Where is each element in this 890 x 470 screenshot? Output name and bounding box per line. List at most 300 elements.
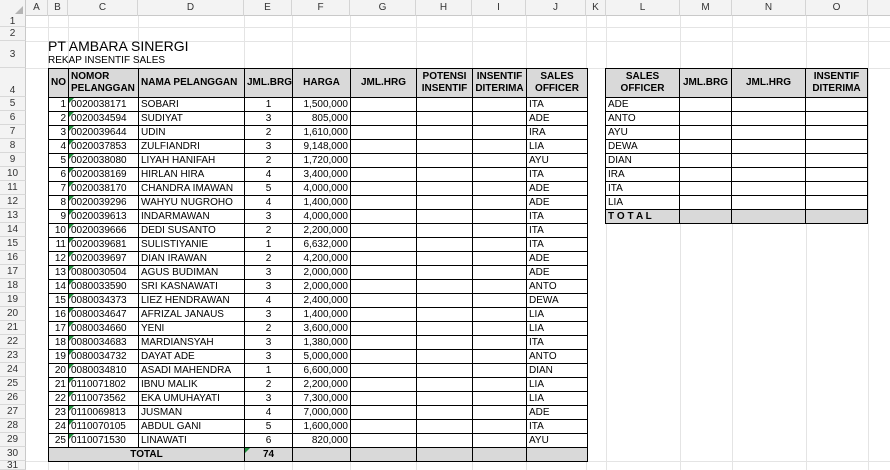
cell-potensi-insentif[interactable] xyxy=(417,406,473,420)
cell-harga[interactable]: 2,200,000 xyxy=(293,378,351,392)
cell-jml-hrg[interactable] xyxy=(351,406,417,420)
row-header[interactable]: 5 xyxy=(0,97,26,111)
cell-no[interactable]: 21 xyxy=(49,378,69,392)
cell-nomor-pelanggan[interactable]: 0020038169 xyxy=(69,168,139,182)
summary-jml-brg[interactable] xyxy=(680,140,732,154)
cell-potensi-insentif[interactable] xyxy=(417,294,473,308)
cell-no[interactable]: 16 xyxy=(49,308,69,322)
summary-officer[interactable]: ADE xyxy=(606,98,680,112)
cell-sales-officer[interactable]: ADE xyxy=(527,252,588,266)
cell-no[interactable]: 3 xyxy=(49,126,69,140)
cell-nama-pelanggan[interactable]: DEDI SUSANTO xyxy=(139,224,245,238)
cell-potensi-insentif[interactable] xyxy=(417,322,473,336)
row-header[interactable]: 27 xyxy=(0,405,26,419)
column-header-l[interactable]: L xyxy=(606,0,680,16)
cell-jml-brg[interactable]: 2 xyxy=(245,252,293,266)
cell-harga[interactable]: 3,600,000 xyxy=(293,322,351,336)
summary-header-jml-brg[interactable]: JML.BRG xyxy=(680,69,732,98)
cell-harga[interactable]: 805,000 xyxy=(293,112,351,126)
cell-nama-pelanggan[interactable]: SOBARI xyxy=(139,98,245,112)
cell-insentif-diterima[interactable] xyxy=(473,126,527,140)
column-header-f[interactable]: F xyxy=(292,0,350,16)
cell-jml-brg[interactable]: 3 xyxy=(245,336,293,350)
cell-nomor-pelanggan[interactable]: 0110071530 xyxy=(69,434,139,448)
total-jml-brg[interactable]: 74 xyxy=(245,448,293,462)
cell-nomor-pelanggan[interactable]: 0020038170 xyxy=(69,182,139,196)
summary-officer[interactable]: LIA xyxy=(606,196,680,210)
cell-potensi-insentif[interactable] xyxy=(417,378,473,392)
cell-potensi-insentif[interactable] xyxy=(417,182,473,196)
cell-nomor-pelanggan[interactable]: 0020039644 xyxy=(69,126,139,140)
cell-insentif-diterima[interactable] xyxy=(473,364,527,378)
cell-harga[interactable]: 3,400,000 xyxy=(293,168,351,182)
cell-potensi-insentif[interactable] xyxy=(417,364,473,378)
row-header[interactable]: 16 xyxy=(0,251,26,265)
column-header-i[interactable]: I xyxy=(472,0,526,16)
header-jml-brg[interactable]: JML.BRG xyxy=(245,69,293,98)
column-header-c[interactable]: C xyxy=(68,0,138,16)
cell-insentif-diterima[interactable] xyxy=(473,322,527,336)
header-potensi-insentif[interactable]: POTENSI INSENTIF xyxy=(417,69,473,98)
total-cell[interactable] xyxy=(351,448,417,462)
cell-insentif-diterima[interactable] xyxy=(473,238,527,252)
cell-harga[interactable]: 9,148,000 xyxy=(293,140,351,154)
cell-insentif-diterima[interactable] xyxy=(473,98,527,112)
column-header-j[interactable]: J xyxy=(526,0,586,16)
cell-insentif-diterima[interactable] xyxy=(473,294,527,308)
cell-harga[interactable]: 2,000,000 xyxy=(293,266,351,280)
cell-nomor-pelanggan[interactable]: 0080034683 xyxy=(69,336,139,350)
cell-insentif-diterima[interactable] xyxy=(473,392,527,406)
cell-jml-brg[interactable]: 2 xyxy=(245,154,293,168)
cell-jml-brg[interactable]: 2 xyxy=(245,322,293,336)
cell-nama-pelanggan[interactable]: LIEZ HENDRAWAN xyxy=(139,294,245,308)
cell-sales-officer[interactable]: ITA xyxy=(527,168,588,182)
summary-insentif[interactable] xyxy=(806,196,868,210)
select-all-button[interactable] xyxy=(0,0,26,16)
cell-jml-brg[interactable]: 2 xyxy=(245,224,293,238)
cell-nomor-pelanggan[interactable]: 0020039666 xyxy=(69,224,139,238)
cell-nama-pelanggan[interactable]: ABDUL GANI xyxy=(139,420,245,434)
cell-nama-pelanggan[interactable]: SUDIYAT xyxy=(139,112,245,126)
cell-harga[interactable]: 1,400,000 xyxy=(293,308,351,322)
cell-jml-hrg[interactable] xyxy=(351,126,417,140)
cell-potensi-insentif[interactable] xyxy=(417,308,473,322)
cell-no[interactable]: 2 xyxy=(49,112,69,126)
cell-nomor-pelanggan[interactable]: 0020039296 xyxy=(69,196,139,210)
cell-sales-officer[interactable]: IRA xyxy=(527,126,588,140)
header-nomor-pelanggan[interactable]: NOMOR PELANGGAN xyxy=(69,69,139,98)
summary-jml-hrg[interactable] xyxy=(732,140,806,154)
cell-nama-pelanggan[interactable]: JUSMAN xyxy=(139,406,245,420)
total-cell[interactable] xyxy=(417,448,473,462)
cell-nomor-pelanggan[interactable]: 0110073562 xyxy=(69,392,139,406)
cell-insentif-diterima[interactable] xyxy=(473,154,527,168)
cell-harga[interactable]: 6,632,000 xyxy=(293,238,351,252)
summary-jml-brg[interactable] xyxy=(680,98,732,112)
cell-harga[interactable]: 4,000,000 xyxy=(293,182,351,196)
cell-sales-officer[interactable]: ITA xyxy=(527,224,588,238)
cell-potensi-insentif[interactable] xyxy=(417,420,473,434)
cell-nomor-pelanggan[interactable]: 0080034732 xyxy=(69,350,139,364)
cell-insentif-diterima[interactable] xyxy=(473,280,527,294)
cell-potensi-insentif[interactable] xyxy=(417,140,473,154)
cell-sales-officer[interactable]: ITA xyxy=(527,238,588,252)
cell-nama-pelanggan[interactable]: ASADI MAHENDRA xyxy=(139,364,245,378)
cell-potensi-insentif[interactable] xyxy=(417,238,473,252)
cell-insentif-diterima[interactable] xyxy=(473,420,527,434)
cell-nomor-pelanggan[interactable]: 0080033590 xyxy=(69,280,139,294)
cell-potensi-insentif[interactable] xyxy=(417,154,473,168)
summary-officer[interactable]: DEWA xyxy=(606,140,680,154)
summary-total-cell[interactable] xyxy=(680,210,732,224)
report-subtitle[interactable]: REKAP INSENTIF SALES xyxy=(48,55,166,66)
cell-nomor-pelanggan[interactable]: 0080030504 xyxy=(69,266,139,280)
summary-jml-hrg[interactable] xyxy=(732,98,806,112)
cell-insentif-diterima[interactable] xyxy=(473,266,527,280)
summary-officer[interactable]: AYU xyxy=(606,126,680,140)
row-header[interactable]: 29 xyxy=(0,433,26,447)
cell-sales-officer[interactable]: ANTO xyxy=(527,280,588,294)
column-header-o[interactable]: O xyxy=(806,0,868,16)
row-header[interactable]: 30 xyxy=(0,447,26,461)
cell-potensi-insentif[interactable] xyxy=(417,112,473,126)
cell-insentif-diterima[interactable] xyxy=(473,182,527,196)
cell-nomor-pelanggan[interactable]: 0080034647 xyxy=(69,308,139,322)
row-header[interactable]: 8 xyxy=(0,139,26,153)
summary-insentif[interactable] xyxy=(806,112,868,126)
header-harga[interactable]: HARGA xyxy=(293,69,351,98)
cell-sales-officer[interactable]: ITA xyxy=(527,336,588,350)
cell-no[interactable]: 22 xyxy=(49,392,69,406)
cell-no[interactable]: 5 xyxy=(49,154,69,168)
cell-harga[interactable]: 1,400,000 xyxy=(293,196,351,210)
cell-insentif-diterima[interactable] xyxy=(473,168,527,182)
cell-nomor-pelanggan[interactable]: 0080034660 xyxy=(69,322,139,336)
cell-potensi-insentif[interactable] xyxy=(417,350,473,364)
row-header[interactable]: 31 xyxy=(0,461,26,470)
cell-nama-pelanggan[interactable]: WAHYU NUGROHO xyxy=(139,196,245,210)
summary-jml-brg[interactable] xyxy=(680,112,732,126)
row-header[interactable]: 10 xyxy=(0,167,26,181)
column-header-b[interactable]: B xyxy=(48,0,68,16)
cell-sales-officer[interactable]: DIAN xyxy=(527,364,588,378)
row-header[interactable]: 22 xyxy=(0,335,26,349)
cell-nomor-pelanggan[interactable]: 0080034810 xyxy=(69,364,139,378)
cell-jml-hrg[interactable] xyxy=(351,140,417,154)
cell-potensi-insentif[interactable] xyxy=(417,98,473,112)
cell-nama-pelanggan[interactable]: INDARMAWAN xyxy=(139,210,245,224)
cell-jml-brg[interactable]: 3 xyxy=(245,140,293,154)
cell-potensi-insentif[interactable] xyxy=(417,434,473,448)
summary-jml-brg[interactable] xyxy=(680,196,732,210)
cell-sales-officer[interactable]: LIA xyxy=(527,322,588,336)
cell-jml-brg[interactable]: 2 xyxy=(245,126,293,140)
row-header[interactable]: 28 xyxy=(0,419,26,433)
cell-harga[interactable]: 2,400,000 xyxy=(293,294,351,308)
cell-harga[interactable]: 5,000,000 xyxy=(293,350,351,364)
cell-nomor-pelanggan[interactable]: 0020038171 xyxy=(69,98,139,112)
cell-jml-hrg[interactable] xyxy=(351,350,417,364)
column-header-d[interactable]: D xyxy=(138,0,244,16)
cell-harga[interactable]: 1,720,000 xyxy=(293,154,351,168)
cell-jml-brg[interactable]: 3 xyxy=(245,308,293,322)
cell-jml-hrg[interactable] xyxy=(351,378,417,392)
summary-jml-brg[interactable] xyxy=(680,126,732,140)
cell-insentif-diterima[interactable] xyxy=(473,196,527,210)
cell-jml-hrg[interactable] xyxy=(351,392,417,406)
cell-sales-officer[interactable]: ADE xyxy=(527,406,588,420)
row-header[interactable]: 24 xyxy=(0,363,26,377)
summary-jml-hrg[interactable] xyxy=(732,196,806,210)
cell-potensi-insentif[interactable] xyxy=(417,168,473,182)
cell-nama-pelanggan[interactable]: IBNU MALIK xyxy=(139,378,245,392)
summary-jml-hrg[interactable] xyxy=(732,168,806,182)
cell-jml-brg[interactable]: 3 xyxy=(245,210,293,224)
column-header-m[interactable]: M xyxy=(680,0,732,16)
header-no[interactable]: NO xyxy=(49,69,69,98)
summary-jml-hrg[interactable] xyxy=(732,154,806,168)
summary-total-label[interactable]: T O T A L xyxy=(606,210,680,224)
cell-jml-hrg[interactable] xyxy=(351,112,417,126)
row-header[interactable]: 1 xyxy=(0,16,26,27)
cell-nama-pelanggan[interactable]: SRI KASNAWATI xyxy=(139,280,245,294)
cell-harga[interactable]: 820,000 xyxy=(293,434,351,448)
cell-harga[interactable]: 4,200,000 xyxy=(293,252,351,266)
total-cell[interactable] xyxy=(473,448,527,462)
cell-potensi-insentif[interactable] xyxy=(417,196,473,210)
cell-nama-pelanggan[interactable]: LINAWATI xyxy=(139,434,245,448)
cell-nomor-pelanggan[interactable]: 0110069813 xyxy=(69,406,139,420)
row-header[interactable]: 11 xyxy=(0,181,26,195)
cell-no[interactable]: 18 xyxy=(49,336,69,350)
cell-insentif-diterima[interactable] xyxy=(473,308,527,322)
cell-jml-brg[interactable]: 3 xyxy=(245,350,293,364)
cell-no[interactable]: 17 xyxy=(49,322,69,336)
summary-jml-hrg[interactable] xyxy=(732,126,806,140)
cell-jml-brg[interactable]: 3 xyxy=(245,392,293,406)
total-label[interactable]: TOTAL xyxy=(49,448,245,462)
cell-nama-pelanggan[interactable]: YENI xyxy=(139,322,245,336)
row-header[interactable]: 19 xyxy=(0,293,26,307)
cell-insentif-diterima[interactable] xyxy=(473,406,527,420)
cell-potensi-insentif[interactable] xyxy=(417,266,473,280)
summary-insentif[interactable] xyxy=(806,98,868,112)
summary-insentif[interactable] xyxy=(806,168,868,182)
cell-potensi-insentif[interactable] xyxy=(417,224,473,238)
cell-harga[interactable]: 2,000,000 xyxy=(293,280,351,294)
cell-jml-hrg[interactable] xyxy=(351,336,417,350)
cell-jml-brg[interactable]: 3 xyxy=(245,266,293,280)
cell-harga[interactable]: 1,500,000 xyxy=(293,98,351,112)
column-header-k[interactable]: K xyxy=(586,0,606,16)
row-header[interactable]: 12 xyxy=(0,195,26,209)
cell-sales-officer[interactable]: LIA xyxy=(527,378,588,392)
cell-no[interactable]: 7 xyxy=(49,182,69,196)
cell-sales-officer[interactable]: LIA xyxy=(527,308,588,322)
cell-potensi-insentif[interactable] xyxy=(417,252,473,266)
cell-insentif-diterima[interactable] xyxy=(473,378,527,392)
cell-jml-brg[interactable]: 4 xyxy=(245,168,293,182)
cell-sales-officer[interactable]: ITA xyxy=(527,210,588,224)
cell-no[interactable]: 10 xyxy=(49,224,69,238)
row-header[interactable]: 13 xyxy=(0,209,26,223)
cell-harga[interactable]: 4,000,000 xyxy=(293,210,351,224)
summary-jml-brg[interactable] xyxy=(680,154,732,168)
cell-jml-brg[interactable]: 4 xyxy=(245,406,293,420)
cell-nomor-pelanggan[interactable]: 0110070105 xyxy=(69,420,139,434)
cell-jml-brg[interactable]: 1 xyxy=(245,98,293,112)
cell-sales-officer[interactable]: ITA xyxy=(527,98,588,112)
cell-potensi-insentif[interactable] xyxy=(417,280,473,294)
column-header-n[interactable]: N xyxy=(732,0,806,16)
cell-jml-hrg[interactable] xyxy=(351,154,417,168)
cell-sales-officer[interactable]: ADE xyxy=(527,266,588,280)
cell-nomor-pelanggan[interactable]: 0020037853 xyxy=(69,140,139,154)
cell-sales-officer[interactable]: ADE xyxy=(527,112,588,126)
cell-no[interactable]: 11 xyxy=(49,238,69,252)
cell-no[interactable]: 19 xyxy=(49,350,69,364)
cell-nomor-pelanggan[interactable]: 0020039697 xyxy=(69,252,139,266)
cell-harga[interactable]: 7,000,000 xyxy=(293,406,351,420)
total-cell[interactable] xyxy=(293,448,351,462)
cell-nama-pelanggan[interactable]: SULISTIYANIE xyxy=(139,238,245,252)
cell-potensi-insentif[interactable] xyxy=(417,126,473,140)
cell-jml-hrg[interactable] xyxy=(351,266,417,280)
cell-jml-brg[interactable]: 3 xyxy=(245,112,293,126)
header-nama-pelanggan[interactable]: NAMA PELANGGAN xyxy=(139,69,245,98)
cell-nomor-pelanggan[interactable]: 0020039613 xyxy=(69,210,139,224)
column-header-h[interactable]: H xyxy=(416,0,472,16)
cell-jml-brg[interactable]: 3 xyxy=(245,280,293,294)
cell-harga[interactable]: 1,380,000 xyxy=(293,336,351,350)
cell-nama-pelanggan[interactable]: MARDIANSYAH xyxy=(139,336,245,350)
cell-nama-pelanggan[interactable]: ZULFIANDRI xyxy=(139,140,245,154)
cell-insentif-diterima[interactable] xyxy=(473,336,527,350)
summary-jml-hrg[interactable] xyxy=(732,112,806,126)
summary-jml-brg[interactable] xyxy=(680,168,732,182)
cell-nama-pelanggan[interactable]: UDIN xyxy=(139,126,245,140)
cell-no[interactable]: 25 xyxy=(49,434,69,448)
summary-total-cell[interactable] xyxy=(732,210,806,224)
cell-no[interactable]: 13 xyxy=(49,266,69,280)
cell-nama-pelanggan[interactable]: AFRIZAL JANAUS xyxy=(139,308,245,322)
cell-no[interactable]: 9 xyxy=(49,210,69,224)
row-header[interactable]: 25 xyxy=(0,377,26,391)
cell-nama-pelanggan[interactable]: CHANDRA IMAWAN xyxy=(139,182,245,196)
column-header-a[interactable]: A xyxy=(26,0,48,16)
cell-jml-hrg[interactable] xyxy=(351,434,417,448)
cell-sales-officer[interactable]: ADE xyxy=(527,196,588,210)
row-header[interactable]: 2 xyxy=(0,27,26,41)
row-header[interactable]: 26 xyxy=(0,391,26,405)
row-header[interactable]: 14 xyxy=(0,223,26,237)
summary-officer[interactable]: DIAN xyxy=(606,154,680,168)
cell-jml-brg[interactable]: 5 xyxy=(245,420,293,434)
cell-no[interactable]: 24 xyxy=(49,420,69,434)
summary-insentif[interactable] xyxy=(806,126,868,140)
cell-insentif-diterima[interactable] xyxy=(473,224,527,238)
cell-jml-brg[interactable]: 4 xyxy=(245,294,293,308)
summary-header-sales-officer[interactable]: SALES OFFICER xyxy=(606,69,680,98)
row-header[interactable]: 4 xyxy=(0,68,26,97)
cell-sales-officer[interactable]: LIA xyxy=(527,392,588,406)
cell-nomor-pelanggan[interactable]: 0110071802 xyxy=(69,378,139,392)
cell-jml-hrg[interactable] xyxy=(351,238,417,252)
summary-header-jml-hrg[interactable]: JML.HRG xyxy=(732,69,806,98)
cell-insentif-diterima[interactable] xyxy=(473,252,527,266)
cell-jml-hrg[interactable] xyxy=(351,280,417,294)
row-header[interactable]: 17 xyxy=(0,265,26,279)
cell-nama-pelanggan[interactable]: HIRLAN HIRA xyxy=(139,168,245,182)
cell-nama-pelanggan[interactable]: EKA UMUHAYATI xyxy=(139,392,245,406)
row-header[interactable]: 15 xyxy=(0,237,26,251)
cell-insentif-diterima[interactable] xyxy=(473,350,527,364)
cell-no[interactable]: 14 xyxy=(49,280,69,294)
cell-no[interactable]: 6 xyxy=(49,168,69,182)
summary-jml-hrg[interactable] xyxy=(732,182,806,196)
summary-insentif[interactable] xyxy=(806,154,868,168)
cell-jml-brg[interactable]: 1 xyxy=(245,364,293,378)
cell-jml-hrg[interactable] xyxy=(351,252,417,266)
cell-sales-officer[interactable]: AYU xyxy=(527,434,588,448)
header-sales-officer[interactable]: SALES OFFICER xyxy=(527,69,588,98)
cell-insentif-diterima[interactable] xyxy=(473,210,527,224)
cell-jml-hrg[interactable] xyxy=(351,322,417,336)
total-cell[interactable] xyxy=(527,448,588,462)
header-insentif-diterima[interactable]: INSENTIF DITERIMA xyxy=(473,69,527,98)
cell-potensi-insentif[interactable] xyxy=(417,210,473,224)
row-header[interactable]: 20 xyxy=(0,307,26,321)
cell-potensi-insentif[interactable] xyxy=(417,392,473,406)
cell-nomor-pelanggan[interactable]: 0020039681 xyxy=(69,238,139,252)
cell-no[interactable]: 4 xyxy=(49,140,69,154)
header-jml-hrg[interactable]: JML.HRG xyxy=(351,69,417,98)
summary-header-insentif-diterima[interactable]: INSENTIF DITERIMA xyxy=(806,69,868,98)
cell-nama-pelanggan[interactable]: AGUS BUDIMAN xyxy=(139,266,245,280)
cell-harga[interactable]: 1,610,000 xyxy=(293,126,351,140)
cell-nama-pelanggan[interactable]: DAYAT ADE xyxy=(139,350,245,364)
cell-jml-hrg[interactable] xyxy=(351,308,417,322)
cell-sales-officer[interactable]: ADE xyxy=(527,182,588,196)
cell-jml-hrg[interactable] xyxy=(351,224,417,238)
cell-jml-brg[interactable]: 6 xyxy=(245,434,293,448)
cell-no[interactable]: 1 xyxy=(49,98,69,112)
row-header[interactable]: 18 xyxy=(0,279,26,293)
summary-officer[interactable]: IRA xyxy=(606,168,680,182)
column-header-e[interactable]: E xyxy=(244,0,292,16)
summary-officer[interactable]: ANTO xyxy=(606,112,680,126)
summary-jml-brg[interactable] xyxy=(680,182,732,196)
cell-insentif-diterima[interactable] xyxy=(473,434,527,448)
cell-nomor-pelanggan[interactable]: 0080034373 xyxy=(69,294,139,308)
cell-harga[interactable]: 1,600,000 xyxy=(293,420,351,434)
cell-harga[interactable]: 2,200,000 xyxy=(293,224,351,238)
cell-no[interactable]: 20 xyxy=(49,364,69,378)
row-header[interactable]: 23 xyxy=(0,349,26,363)
cell-sales-officer[interactable]: AYU xyxy=(527,154,588,168)
cell-insentif-diterima[interactable] xyxy=(473,140,527,154)
cell-no[interactable]: 8 xyxy=(49,196,69,210)
cell-harga[interactable]: 6,600,000 xyxy=(293,364,351,378)
summary-insentif[interactable] xyxy=(806,182,868,196)
cell-jml-hrg[interactable] xyxy=(351,210,417,224)
row-header[interactable]: 3 xyxy=(0,41,26,68)
cell-jml-brg[interactable]: 4 xyxy=(245,196,293,210)
summary-officer[interactable]: ITA xyxy=(606,182,680,196)
cell-jml-hrg[interactable] xyxy=(351,196,417,210)
cell-jml-hrg[interactable] xyxy=(351,364,417,378)
